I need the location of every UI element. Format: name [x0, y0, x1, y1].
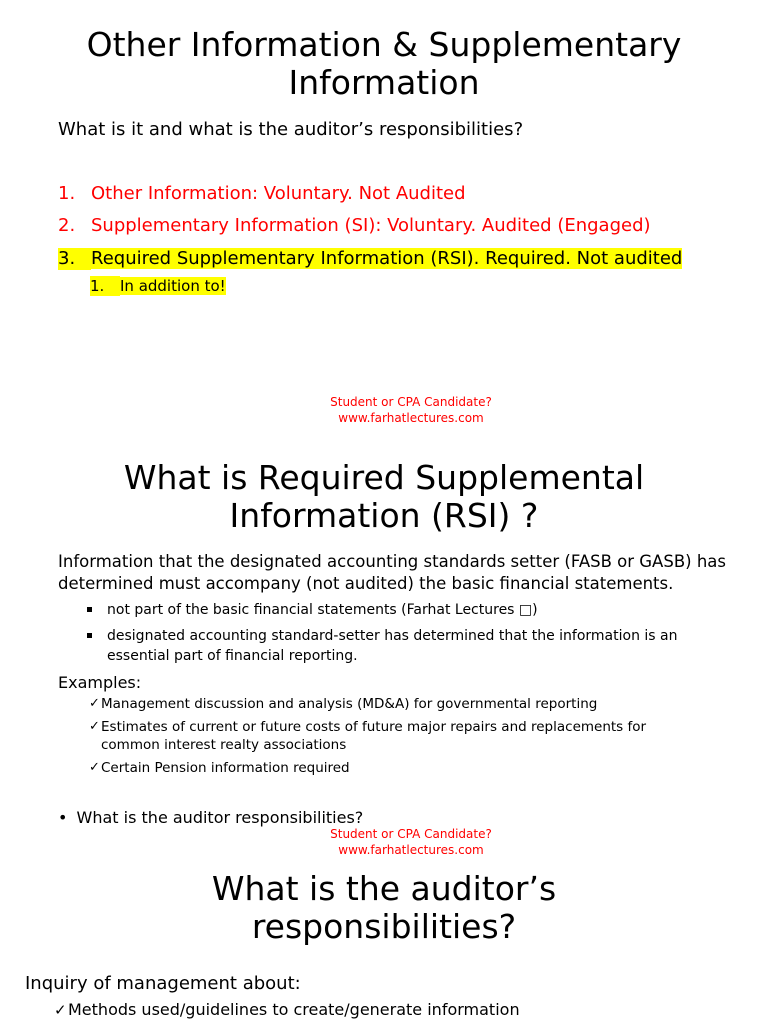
slide-2-intro [58, 551, 726, 595]
bullet-item-2 [107, 626, 678, 666]
list-item-text: Supplementary Information (SI): Voluntary. Audited (Engaged) [91, 215, 651, 236]
example-text-line-1: Estimates of current or future costs of future major repairs and replacements for [101, 719, 647, 735]
slide-2-title-line-2: Information (RSI) ? [229, 496, 539, 535]
check-icon: ✓ [89, 760, 100, 775]
slide-2-title [0, 459, 768, 535]
sub-list-item-text: In addition to! [120, 277, 226, 295]
check-icon: ✓ [89, 696, 100, 711]
check-item-text: Methods used/guidelines to create/generate information [68, 1000, 520, 1019]
slide-1-title [0, 26, 768, 102]
check-item-1 [54, 1000, 520, 1020]
slide-2-title-line-1: What is Required Supplemental [123, 458, 645, 497]
examples-label: Examples: [58, 673, 142, 692]
bullet-text: not part of the basic financial statements (Farhat Lectures □) [107, 602, 538, 618]
watermark-1 [0, 394, 768, 426]
watermark-2 [0, 826, 768, 858]
slide-3-intro: Inquiry of management about: [25, 973, 301, 994]
slide-3-title [0, 870, 768, 946]
list-item-3 [58, 248, 682, 270]
square-bullet-icon [87, 633, 92, 638]
slide-1-subtitle: What is it and what is the auditor’s responsibilities? [58, 119, 524, 140]
watermark-url: www.farhatlectures.com [338, 843, 484, 857]
watermark-url: www.farhatlectures.com [338, 411, 484, 425]
check-icon: ✓ [89, 719, 100, 734]
example-item-2 [89, 718, 647, 754]
slide-1-title-line-2: Information [288, 63, 480, 102]
bullet-item-1 [107, 600, 538, 620]
sub-list-item-number: 1. [90, 276, 120, 296]
list-item-text: Required Supplementary Information (RSI). Required. Not audited [91, 248, 683, 269]
slide-1-title-line-1: Other Information & Supplementary [86, 25, 682, 64]
check-icon: ✓ [54, 1001, 67, 1019]
slide-3-title-line-1: What is the auditor’s [211, 869, 557, 908]
intro-line-1: Information that the designated accounting standards setter (FASB or GASB) has [58, 552, 726, 571]
example-item-3 [89, 759, 350, 777]
example-text-line-2: common interest realty associations [101, 737, 347, 753]
list-item-number: 1. [58, 183, 76, 204]
watermark-line-1: Student or CPA Candidate? [330, 827, 492, 841]
question-text: What is the auditor responsibilities? [76, 808, 364, 827]
watermark-line-1: Student or CPA Candidate? [330, 395, 492, 409]
bullet-text-line-1: designated accounting standard-setter has determined that the information is an [107, 628, 678, 644]
example-text: Management discussion and analysis (MD&A) for governmental reporting [101, 696, 598, 712]
example-text: Certain Pension information required [101, 760, 350, 776]
list-item-1 [58, 183, 466, 205]
bullet-text-line-2: essential part of financial reporting. [107, 648, 358, 664]
intro-line-2: determined must accompany (not audited) the basic financial statements. [58, 574, 674, 593]
list-item-number: 2. [58, 215, 76, 236]
slide-3-title-line-2: responsibilities? [251, 907, 517, 946]
square-bullet-icon [87, 607, 92, 612]
list-item-text: Other Information: Voluntary. Not Audited [91, 183, 466, 204]
list-item-number: 3. [58, 248, 91, 270]
list-item-2 [58, 215, 651, 237]
example-item-1 [89, 695, 598, 713]
sub-list-item-1 [90, 276, 226, 296]
bullet-icon: • [58, 808, 68, 827]
